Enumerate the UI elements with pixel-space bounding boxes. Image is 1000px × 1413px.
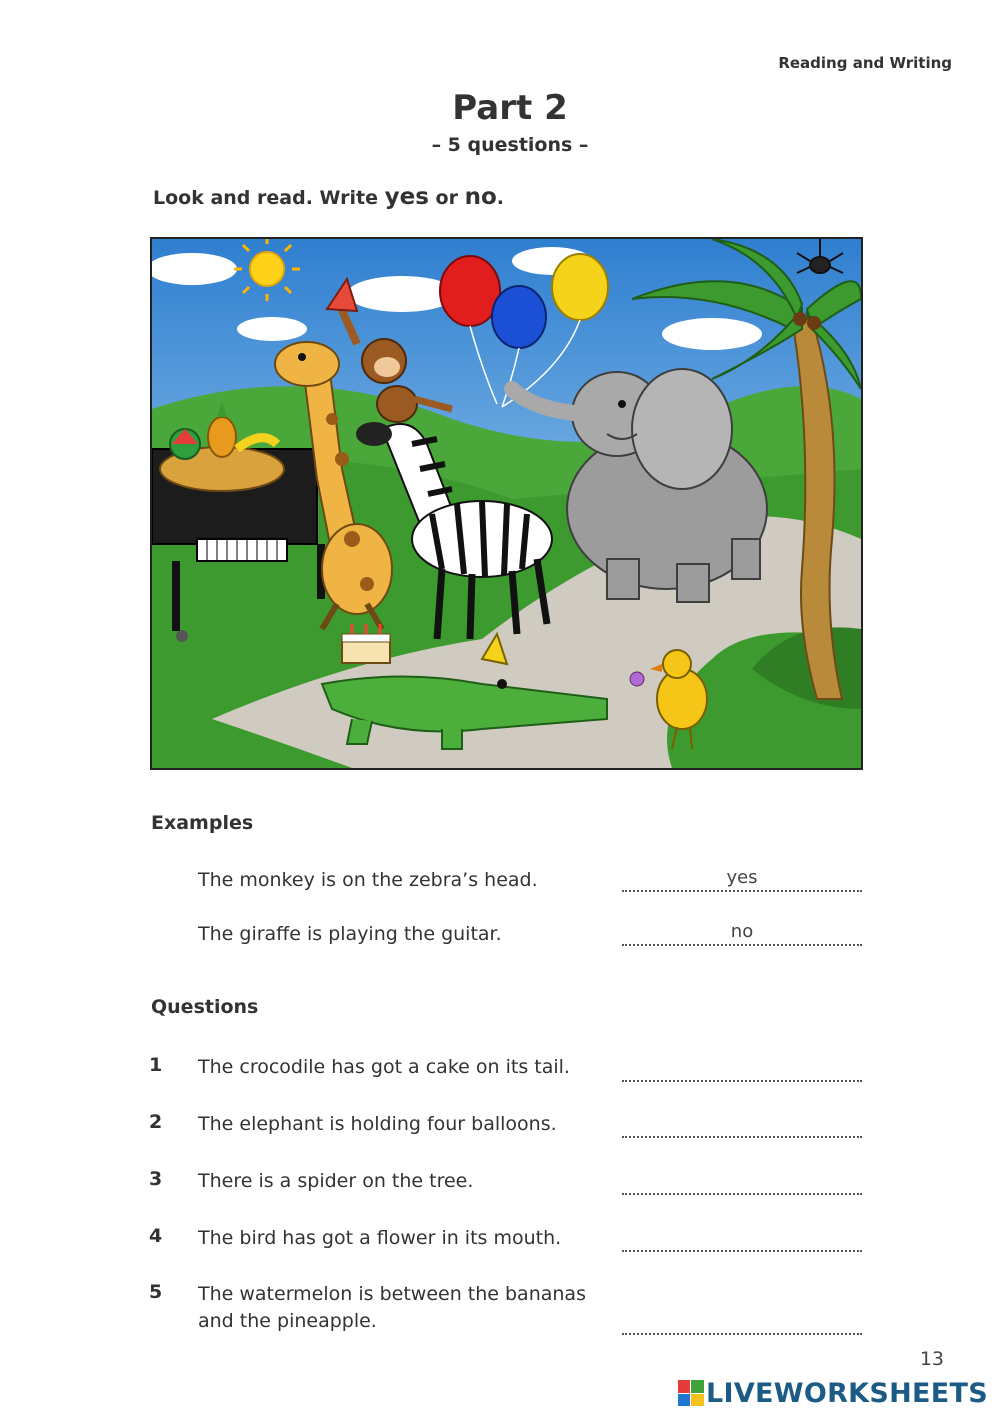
question-number: 2 — [149, 1111, 163, 1133]
brand-watermark — [678, 1378, 988, 1408]
question-number: 4 — [149, 1225, 163, 1247]
instruction-yes: yes — [384, 184, 429, 210]
page-number: 13 — [919, 1348, 944, 1370]
example-answer-field[interactable]: no — [622, 922, 862, 946]
example-answer-field[interactable]: yes — [622, 868, 862, 892]
example-text: The giraffe is playing the guitar. — [198, 923, 502, 945]
instruction-or: or — [428, 187, 465, 209]
question-text: The elephant is holding four balloons. — [198, 1113, 557, 1135]
question-answer-field[interactable] — [622, 1114, 862, 1138]
question-number: 3 — [149, 1168, 163, 1190]
question-text: The watermelon is between the bananas — [198, 1283, 586, 1305]
instruction-no: no — [464, 184, 497, 210]
party-scene-illustration — [150, 237, 863, 770]
instruction-lead: Look and read. Write — [153, 187, 385, 209]
page-title: Part 2 — [452, 88, 568, 128]
question-number: 5 — [149, 1281, 163, 1303]
question-answer-field[interactable] — [622, 1311, 862, 1335]
examples-heading: Examples — [151, 812, 254, 834]
page-subtitle: – 5 questions – — [431, 134, 589, 156]
question-text-line2: and the pineapple. — [198, 1310, 377, 1332]
brand-logo-icon — [678, 1380, 704, 1406]
question-answer-field[interactable] — [622, 1058, 862, 1082]
question-text: There is a spider on the tree. — [198, 1170, 474, 1192]
questions-heading: Questions — [151, 996, 259, 1018]
question-text: The crocodile has got a cake on its tail. — [198, 1056, 570, 1078]
question-text: The bird has got a flower in its mouth. — [198, 1227, 562, 1249]
question-answer-field[interactable] — [622, 1171, 862, 1195]
question-number: 1 — [149, 1054, 163, 1076]
section-label: Reading and Writing — [778, 54, 952, 72]
brand-text: LIVEWORKSHEETS — [705, 1377, 988, 1409]
instruction — [153, 184, 504, 210]
instruction-end: . — [496, 187, 504, 209]
example-text: The monkey is on the zebra’s head. — [198, 869, 538, 891]
question-answer-field[interactable] — [622, 1228, 862, 1252]
